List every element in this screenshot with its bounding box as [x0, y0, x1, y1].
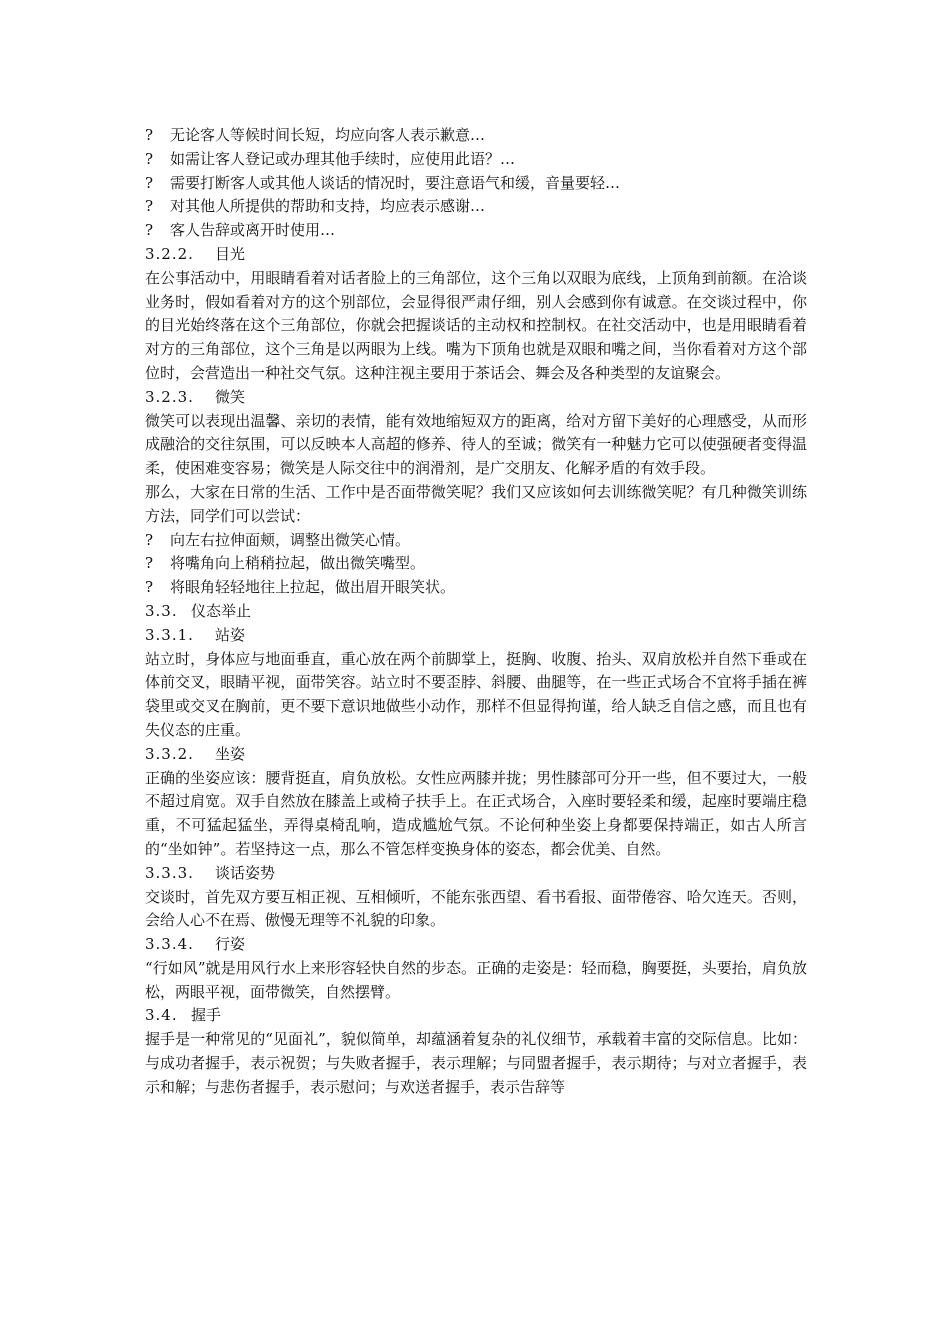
section-heading-3-4	[145, 1004, 807, 1028]
paragraph: 握手是一种常见的“见面礼”，貌似简单，却蕴涵着复杂的礼仪细节，承载着丰富的交际信息。比如：与成功者握手，表示祝贺；与失败者握手，表示理解；与同盟者握手，表示期待；与对立者握手，表示和解；与悲伤者握手，表示慰问；与欢送者握手，表示告辞等	[145, 1030, 807, 1096]
section-title: 握手	[191, 1006, 222, 1025]
section-number: 3.4.	[145, 1006, 178, 1025]
list-item-text: 将眼角轻轻地往上拉起，做出眉开眼笑状。	[170, 578, 456, 597]
bullet-mark: ?	[145, 149, 154, 168]
section-heading-3-2-3	[145, 386, 807, 410]
list-item-text: 对其他人所提供的帮助和支持，均应表示感谢…	[170, 197, 486, 216]
section-heading-3-3-2	[145, 743, 807, 767]
list-item-text: 如需让客人登记或办理其他手续时，应使用此语？…	[170, 149, 516, 168]
bullet-mark: ?	[145, 554, 154, 573]
list-item-text: 客人告辞或离开时使用…	[170, 221, 336, 240]
list-item	[145, 195, 807, 219]
list-item	[145, 172, 807, 196]
bullet-mark: ?	[145, 578, 154, 597]
section-title: 谈话姿势	[215, 863, 276, 882]
paragraph: 正确的坐姿应该：腰背挺直，肩负放松。女性应两膝并拢；男性膝部可分开一些，但不要过大，一般不超过肩宽。双手自然放在膝盖上或椅子扶手上。在正式场合，入座时要轻柔和缓，起座时要端庄稳重，不可猛起猛坐，弄得桌椅乱响，造成尴尬气氛。不论何种坐姿上身都要保持端正，如古人所言的“坐如钟”。若坚持这一点，那么不管怎样变换身体的姿态，都会优美、自然。	[145, 768, 807, 858]
section-number: 3.3.1.	[145, 625, 194, 644]
list-item	[145, 552, 807, 576]
list-item	[145, 148, 807, 172]
section-heading-3-3	[145, 600, 807, 624]
section-number: 3.3.4.	[145, 935, 194, 954]
list-item	[145, 219, 807, 243]
paragraph: 站立时，身体应与地面垂直，重心放在两个前脚掌上，挺胸、收腹、抬头、双肩放松并自然下垂或在体前交叉，眼睛平视，面带笑容。站立时不要歪脖、斜腰、曲腿等，在一些正式场合不宜将手插在裤袋里或交叉在胸前，更不要下意识地做些小动作，那样不但显得拘谨，给人缺乏自信之感，而且也有失仪态的庄重。	[145, 649, 807, 739]
section-number: 3.3.2.	[145, 744, 194, 763]
paragraph: 那么，大家在日常的生活、工作中是否面带微笑呢？我们又应该如何去训练微笑呢？有几种微笑训练方法，同学们可以尝试：	[145, 482, 807, 525]
section-heading-3-3-4	[145, 933, 807, 957]
bullet-mark: ?	[145, 173, 154, 192]
paragraph: 交谈时，首先双方要互相正视、互相倾听，不能东张西望、看书看报、面带倦容、哈欠连天。否则，会给人心不在焉、傲慢无理等不礼貌的印象。	[145, 887, 807, 930]
section-title: 站姿	[215, 625, 246, 644]
list-item-text: 无论客人等候时间长短，均应向客人表示歉意…	[170, 126, 486, 144]
section-number: 3.3.3.	[145, 863, 194, 882]
section-title: 目光	[215, 244, 246, 263]
section-number: 3.2.3.	[145, 387, 194, 406]
section-number: 3.3.	[145, 601, 178, 620]
section-title: 仪态举止	[191, 601, 252, 620]
section-title: 微笑	[215, 387, 246, 406]
paragraph: “行如风”就是用风行水上来形容轻快自然的步态。正确的走姿是：轻而稳，胸要挺，头要抬，肩负放松，两眼平视，面带微笑，自然摆臂。	[145, 958, 807, 1001]
paragraph: 在公事活动中，用眼睛看着对话者脸上的三角部位，这个三角以双眼为底线，上顶角到前额。在洽谈业务时，假如看着对方的这个别部位，会显得很严肃仔细，别人会感到你有诚意。在交谈过程中，你的目光始终落在这个三角部位，你就会把握谈话的主动权和控制权。在社交活动中，也是用眼睛看着对方的三角部位，这个三角是以两眼为上线。嘴为下顶角也就是双眼和嘴之间，当你看着对方这个部位时，会营造出一种社交气氛。这种注视主要用于茶话会、舞会及各种类型的友谊聚会。	[145, 268, 807, 382]
bullet-mark: ?	[145, 197, 154, 216]
section-heading-3-2-2	[145, 243, 807, 267]
list-item-text: 需要打断客人或其他人谈话的情况时，要注意语气和缓，音量要轻…	[170, 173, 621, 192]
list-item	[145, 529, 807, 553]
list-item-text: 向左右拉伸面颊，调整出微笑心情。	[170, 530, 411, 549]
section-heading-3-3-1	[145, 624, 807, 648]
bullet-mark: ?	[145, 221, 154, 240]
list-item	[145, 124, 807, 148]
list-item	[145, 576, 807, 600]
bullet-mark: ?	[145, 126, 154, 144]
section-title: 坐姿	[215, 744, 246, 763]
bullet-mark: ?	[145, 530, 154, 549]
list-item-text: 将嘴角向上稍稍拉起，做出微笑嘴型。	[170, 554, 426, 573]
document-page	[145, 124, 807, 1100]
section-title: 行姿	[215, 935, 246, 954]
paragraph: 微笑可以表现出温馨、亲切的表情，能有效地缩短双方的距离，给对方留下美好的心理感受，从而形成融洽的交往氛围，可以反映本人高超的修养、待人的至诚；微笑有一种魅力它可以使强硬者变得温柔，使困难变容易；微笑是人际交往中的润滑剂，是广交朋友、化解矛盾的有效手段。	[145, 411, 807, 478]
section-heading-3-3-3	[145, 862, 807, 886]
section-number: 3.2.2.	[145, 244, 194, 263]
